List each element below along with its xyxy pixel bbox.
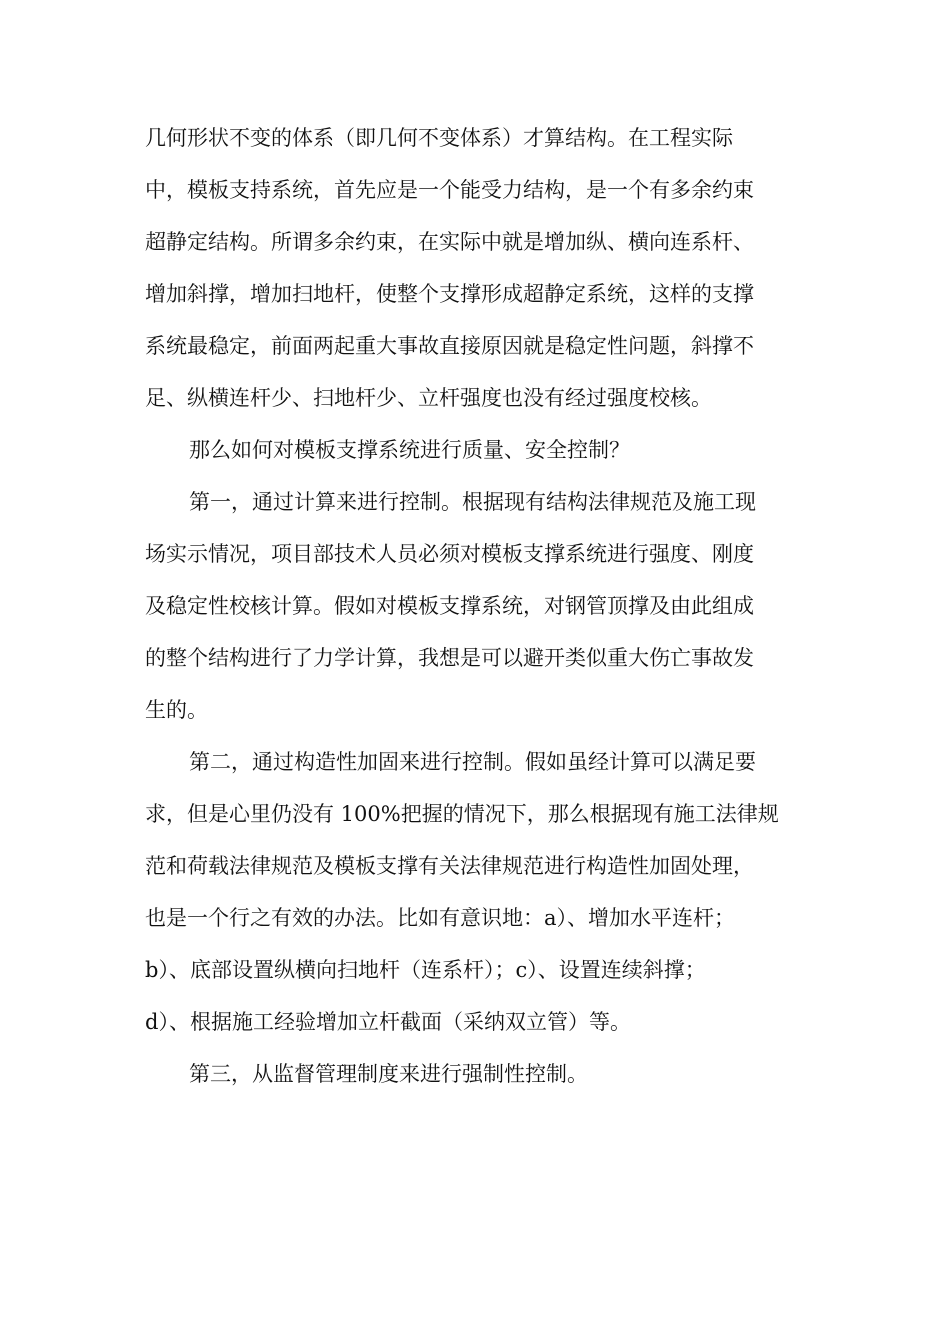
text-line: 第二，通过构造性加固来进行控制。假如虽经计算可以满足要 [189, 750, 756, 774]
text-line: 中，模板支持系统，首先应是一个能受力结构，是一个有多余约束 [145, 178, 754, 202]
text-line: 增加斜撑，增加扫地杆，使整个支撑形成超静定系统，这样的支撑 [145, 282, 754, 306]
text-line: 那么如何对模板支撑系统进行质量、安全控制？ [189, 438, 630, 462]
text-line: 第一，通过计算来进行控制。根据现有结构法律规范及施工现 [189, 490, 756, 514]
text-line: 足、纵横连杆少、扫地杆少、立杆强度也没有经过强度校核。 [145, 386, 712, 410]
text-line: 求，但是心里仍没有 100%把握的情况下，那么根据现有施工法律规 [145, 802, 779, 826]
text-line: 第三，从监督管理制度来进行强制性控制。 [189, 1062, 588, 1086]
text-line: 及稳定性校核计算。假如对模板支撑系统，对钢管顶撑及由此组成 [145, 594, 754, 618]
text-line: 系统最稳定，前面两起重大事故直接原因就是稳定性问题，斜撑不 [145, 334, 754, 358]
text-line: 的整个结构进行了力学计算，我想是可以避开类似重大伤亡事故发 [145, 646, 754, 670]
text-line: 也是一个行之有效的办法。比如有意识地：a）、增加水平连杆； [145, 906, 736, 930]
text-line: 超静定结构。所谓多余约束，在实际中就是增加纵、横向连系杆、 [145, 230, 754, 254]
text-line: 生的。 [145, 698, 208, 722]
text-line: 场实示情况，项目部技术人员必须对模板支撑系统进行强度、刚度 [145, 542, 754, 566]
text-line: 范和荷载法律规范及模板支撑有关法律规范进行构造性加固处理， [145, 854, 754, 878]
text-line: b）、底部设置纵横向扫地杆（连系杆）；c）、设置连续斜撑； [145, 958, 706, 982]
text-line: d）、根据施工经验增加立杆截面（采纳双立管）等。 [145, 1010, 631, 1034]
text-line: 几何形状不变的体系（即几何不变体系）才算结构。在工程实际 [145, 126, 733, 150]
